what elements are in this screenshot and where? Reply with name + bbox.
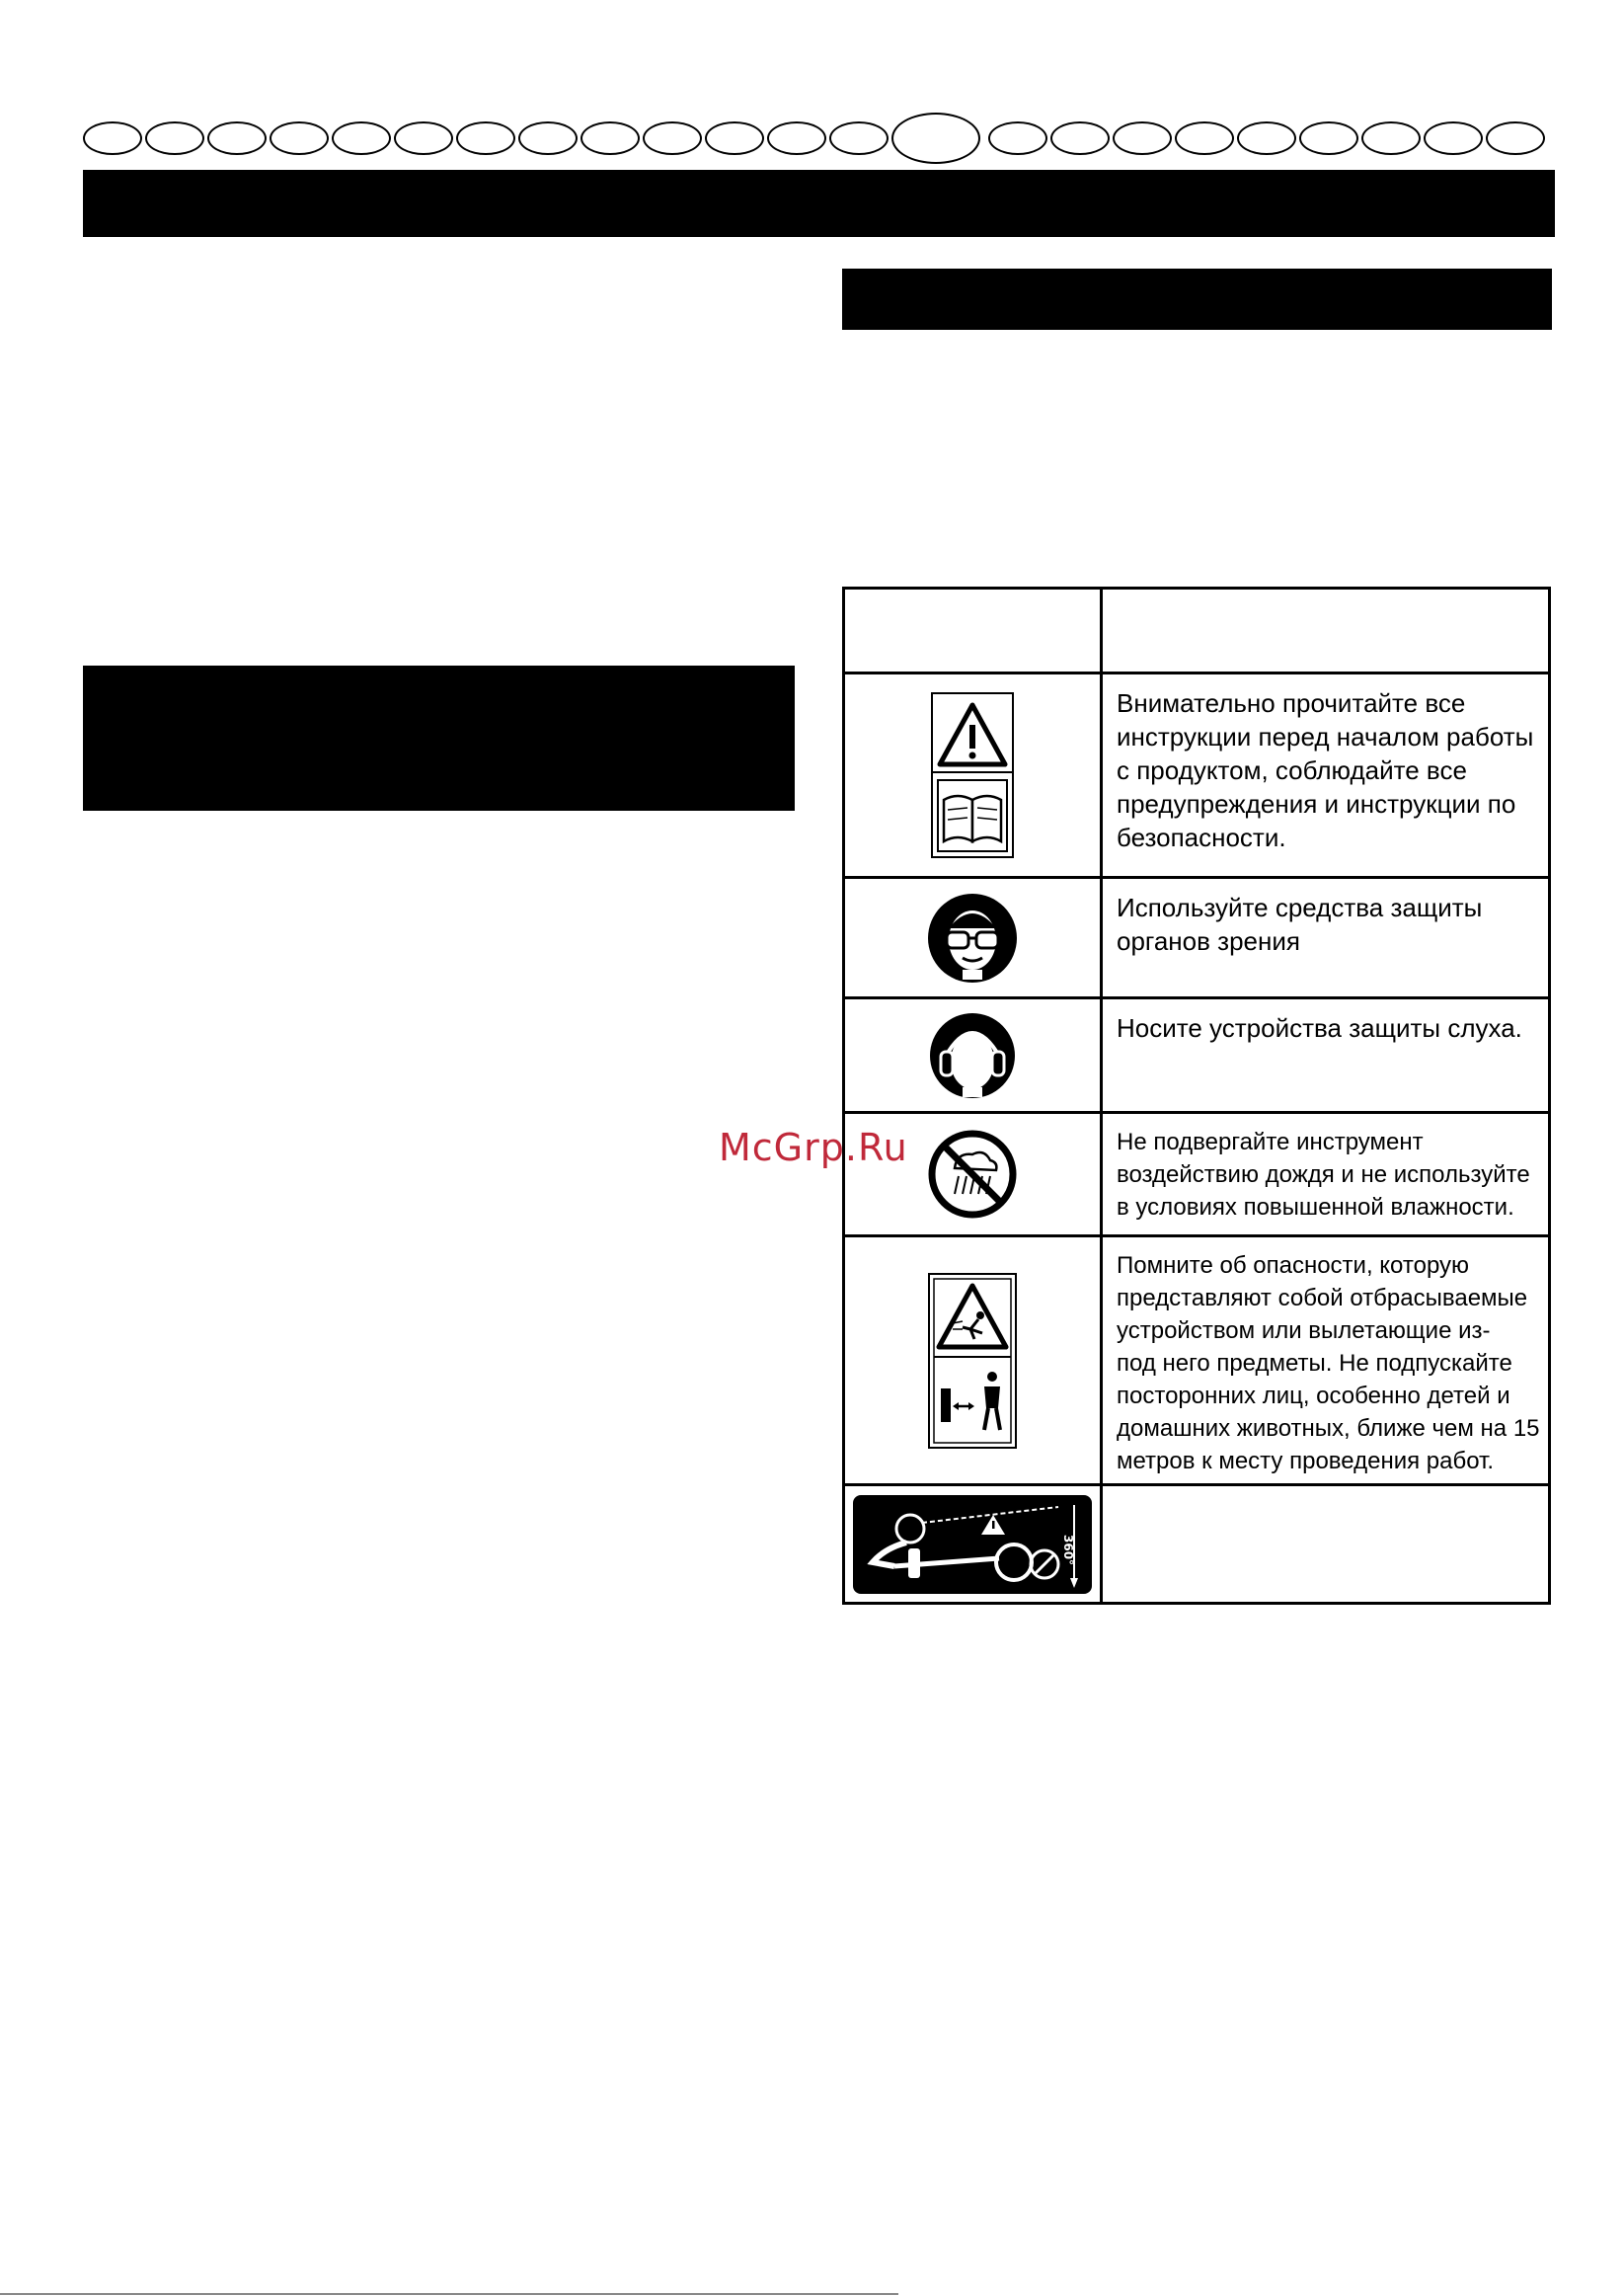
symbol-description: Носите устройства защиты слуха.: [1117, 1013, 1522, 1043]
page-bottom-rule: [0, 2293, 898, 2295]
language-tab: [332, 121, 391, 155]
page-header-bar: [83, 170, 1555, 237]
language-tab: [83, 121, 142, 155]
description-cell: [1102, 673, 1550, 878]
header-symbol-cell: [844, 589, 1102, 673]
symbol-description: Используйте средства защиты органов зрения: [1117, 893, 1483, 956]
symbol-description: Не подвергайте инструмент воздействию дождя и не используйте в условиях повышенной влажности.: [1117, 1129, 1530, 1221]
language-tab: [1175, 121, 1234, 155]
language-tab: [988, 121, 1047, 155]
description-cell: [1102, 1485, 1550, 1604]
warning-read-manual-icon: [930, 691, 1015, 859]
language-tab: [643, 121, 702, 155]
description-cell: [1102, 1113, 1550, 1236]
language-tabs: [83, 117, 1554, 166]
table-row: [844, 673, 1550, 878]
language-tab: [1486, 121, 1545, 155]
watermark: McGrp.Ru: [719, 1126, 908, 1169]
language-tab: [829, 121, 889, 155]
symbol-cell: [844, 878, 1102, 998]
header-description-cell: [1102, 589, 1550, 673]
description-cell: [1102, 998, 1550, 1113]
no-rain-icon: [927, 1129, 1018, 1220]
language-tab: [1299, 121, 1358, 155]
table-row: [844, 1113, 1550, 1236]
language-tab: [1237, 121, 1296, 155]
symbol-cell: [844, 1113, 1102, 1236]
language-tab: [891, 113, 980, 164]
language-tab: [1113, 121, 1172, 155]
symbol-cell: [844, 1236, 1102, 1485]
symbols-table: [842, 587, 1551, 1605]
svg-text:360°: 360°: [1061, 1534, 1075, 1565]
table-row: [844, 1236, 1550, 1485]
table-row: [844, 998, 1550, 1113]
eye-protection-icon: [927, 893, 1018, 984]
thrown-objects-distance-icon: [927, 1272, 1018, 1450]
hearing-protection-icon: [929, 1012, 1016, 1099]
symbol-description: Внимательно прочитайте все инструкции перед началом работы с продуктом, соблюдайте все предупреждения и инструкции по безопасности.: [1117, 688, 1534, 852]
description-cell: [1102, 1236, 1550, 1485]
language-tab: [456, 121, 515, 155]
language-tab: [270, 121, 329, 155]
language-tab: [705, 121, 764, 155]
language-tab: [1050, 121, 1110, 155]
language-tab: [394, 121, 453, 155]
language-tab: [145, 121, 204, 155]
language-tab: [767, 121, 826, 155]
language-tab: [580, 121, 640, 155]
language-tab: [1424, 121, 1483, 155]
symbol-cell: [844, 998, 1102, 1113]
symbol-cell: [844, 673, 1102, 878]
symbol-cell: [844, 1485, 1102, 1604]
language-tab: [1361, 121, 1421, 155]
table-row: [844, 1485, 1550, 1604]
section-header-bar-left: [83, 666, 795, 811]
symbol-description: Помните об опасности, которую представляют собой отбрасываемые устройством или вылетающие из- под него предметы. Не подпускайте посторонних лиц, особенно детей и домашних животных, ближе чем на 15 метров к месту проведения работ.: [1117, 1252, 1540, 1474]
section-header-bar-right: [842, 269, 1552, 330]
table-row: [844, 878, 1550, 998]
language-tab: [518, 121, 578, 155]
description-cell: [1102, 878, 1550, 998]
language-tab: [207, 121, 267, 155]
table-header-row: [844, 589, 1550, 673]
trimmer-operation-360-icon: [851, 1493, 1094, 1596]
